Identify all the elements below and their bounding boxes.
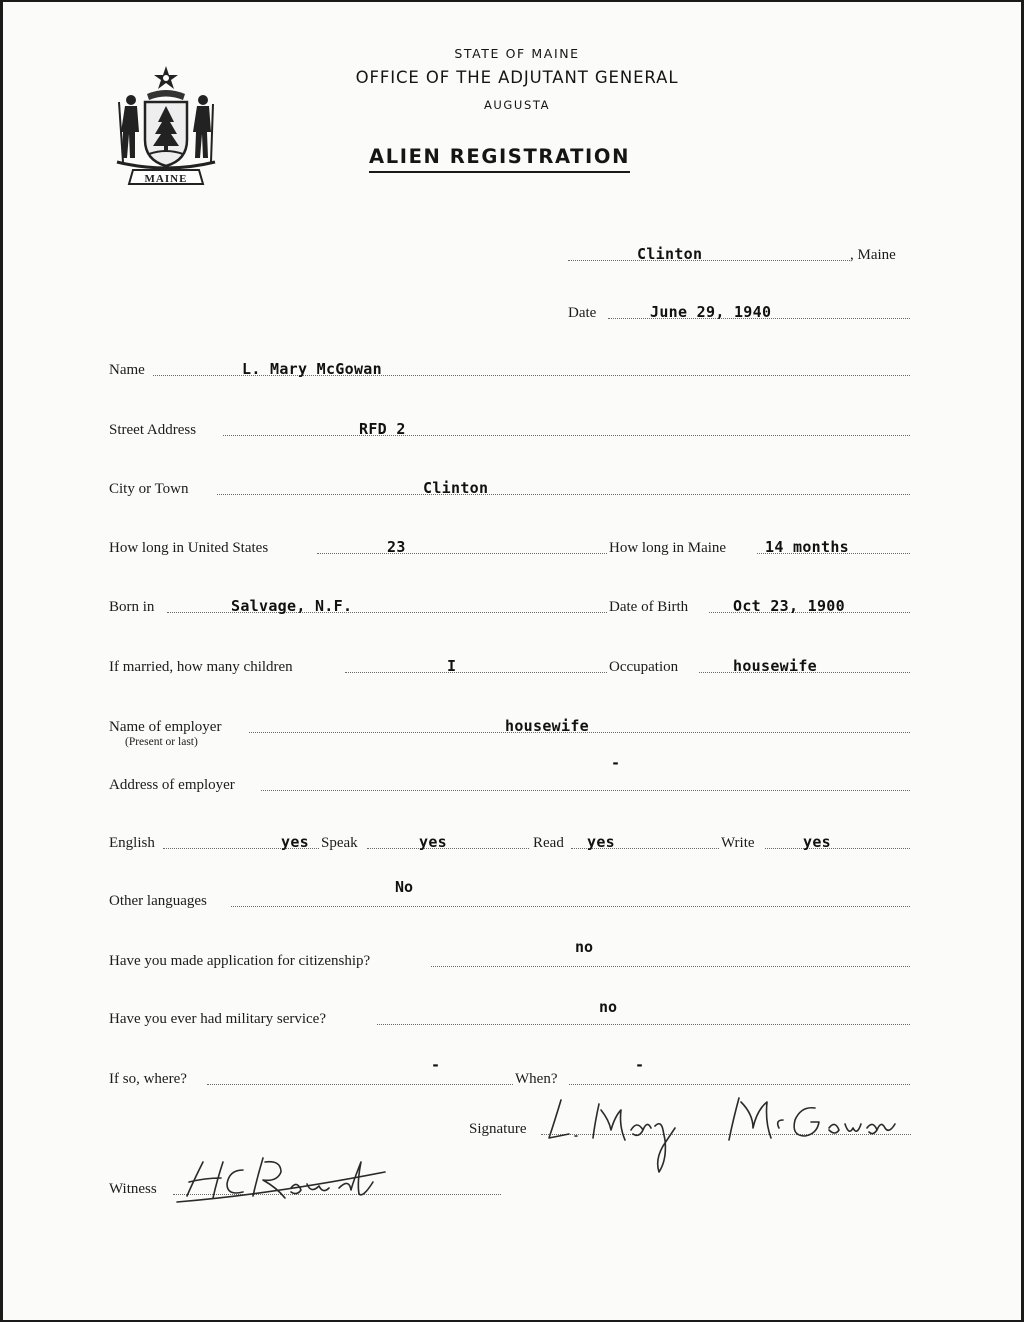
born-in-label: Born in [109, 599, 155, 615]
employer-row [109, 714, 910, 738]
employer-address-row [109, 772, 910, 796]
location-state-label: , Maine [850, 247, 896, 263]
street-value: RFD 2 [359, 420, 406, 438]
english-row [109, 830, 910, 854]
street-dotted-line [223, 435, 910, 436]
other-languages-dotted-line [231, 906, 910, 907]
military-dotted-line [377, 1024, 910, 1025]
date-row [568, 300, 910, 324]
birth-row [109, 594, 910, 618]
signature-label: Signature [469, 1121, 527, 1137]
write-label: Write [721, 835, 755, 851]
street-row [109, 417, 910, 441]
children-dotted-line [345, 672, 607, 673]
employer-label: Name of employer [109, 719, 222, 735]
citizenship-dotted-line [431, 966, 910, 967]
english-label: English [109, 835, 155, 851]
seal-banner-text: MAINE [144, 173, 188, 185]
write-value: yes [803, 833, 831, 851]
military-value: no [599, 998, 618, 1016]
witness-label: Witness [109, 1181, 157, 1197]
children-row [109, 654, 910, 678]
military-label: Have you ever had military service? [109, 1011, 326, 1027]
city-value: Clinton [423, 479, 489, 497]
maine-duration-label: How long in Maine [609, 540, 727, 556]
maine-duration-value: 14 months [765, 538, 849, 556]
write-dotted-line [765, 848, 910, 849]
born-in-value: Salvage, N.F. [231, 597, 353, 615]
read-value: yes [587, 833, 615, 851]
header-city: AUGUSTA [483, 98, 551, 112]
city-dotted-line [217, 494, 910, 495]
us-duration-value: 23 [387, 538, 406, 556]
us-duration-dotted-line [317, 553, 607, 554]
where-dotted-line [207, 1084, 513, 1085]
location-row [568, 242, 913, 266]
dob-label: Date of Birth [609, 599, 689, 615]
employer-address-label: Address of employer [109, 777, 235, 793]
employer-address-value: - [611, 754, 621, 772]
us-duration-label: How long in United States [109, 540, 269, 556]
employer-address-dotted-line [261, 790, 910, 791]
speak-value: yes [419, 833, 447, 851]
dob-value: Oct 23, 1900 [733, 597, 845, 615]
speak-dotted-line [367, 848, 529, 849]
citizenship-label: Have you made application for citizenship? [109, 953, 371, 969]
witness-signature-handwriting [173, 1142, 413, 1212]
where-value: - [431, 1056, 441, 1074]
form-title: ALIEN REGISTRATION [369, 145, 630, 173]
duration-row [109, 535, 910, 559]
when-value: - [635, 1056, 645, 1074]
english-value: yes [281, 833, 309, 851]
name-value: L. Mary McGowan [242, 360, 382, 378]
where-label: If so, where? [109, 1071, 187, 1087]
citizenship-row [109, 948, 910, 972]
location-town-value: Clinton [637, 245, 703, 263]
other-languages-value: No [395, 878, 414, 896]
children-value: I [447, 657, 457, 675]
location-dotted-line [568, 260, 850, 261]
name-label: Name [109, 362, 145, 378]
city-row [109, 476, 910, 500]
citizenship-value: no [575, 938, 594, 956]
speak-label: Speak [321, 835, 358, 851]
date-value: June 29, 1940 [650, 303, 772, 321]
when-label: When? [515, 1071, 558, 1087]
employer-value: housewife [505, 717, 589, 735]
other-languages-row [109, 888, 910, 912]
military-row [109, 1006, 910, 1030]
children-label: If married, how many children [109, 659, 293, 675]
other-languages-label: Other languages [109, 893, 207, 909]
registration-form-page [3, 2, 1021, 1320]
signature-handwriting [539, 1080, 911, 1180]
header-office: OFFICE OF THE ADJUTANT GENERAL [355, 68, 679, 87]
street-label: Street Address [109, 422, 197, 438]
occupation-label: Occupation [609, 659, 679, 675]
read-label: Read [533, 835, 564, 851]
name-row [109, 357, 910, 381]
city-label: City or Town [109, 481, 189, 497]
employer-sublabel: (Present or last) [125, 736, 198, 748]
header-state: STATE OF MAINE [454, 46, 580, 61]
date-label: Date [568, 305, 597, 321]
occupation-value: housewife [733, 657, 817, 675]
